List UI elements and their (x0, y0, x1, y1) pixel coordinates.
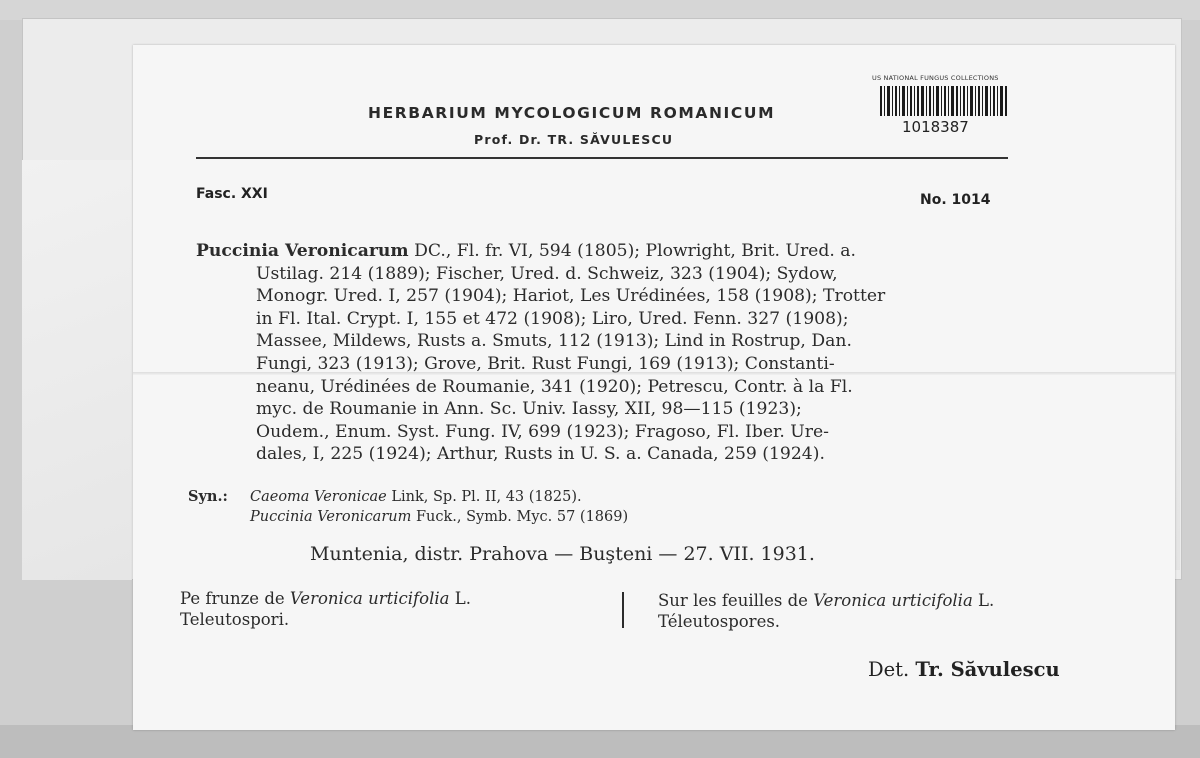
taxon-citation (196, 240, 1046, 466)
citation-line: neanu, Urédinées de Roumanie, 341 (1920); Petrescu, Contr. à la Fl. (256, 376, 853, 397)
citation-line: Oudem., Enum. Syst. Fung. IV, 699 (1923); Fragoso, Fl. Iber. Ure- (256, 421, 829, 442)
citation-line: myc. de Roumanie in Ann. Sc. Univ. Iassy, XII, 98—115 (1923); (256, 399, 802, 420)
determiner-name: Tr. Săvulescu (915, 658, 1060, 681)
fascicle-number: Fasc. XXI (196, 186, 268, 202)
synonym-reference: Fuck., Symb. Myc. 57 (1869) (411, 509, 629, 525)
citation-line: Monogr. Ured. I, 257 (1904); Hariot, Les Urédinées, 158 (1908); Trotter (256, 286, 886, 307)
synonym-row (188, 486, 628, 507)
header-rule (196, 157, 1008, 159)
collection-locality: Muntenia, distr. Prahova — Buşteni — 27. VII. 1931. (310, 543, 815, 565)
exsiccata-number: No. 1014 (920, 192, 991, 208)
citation-line: Massee, Mildews, Rusts a. Smuts, 112 (1913); Lind in Rostrup, Dan. (256, 331, 852, 352)
species-name: Puccinia Veronicarum (196, 241, 409, 261)
citation-line: dales, I, 225 (1924); Arthur, Rusts in U. S. a. Canada, 259 (1924). (256, 444, 825, 465)
host-species: Veronica urticifolia (813, 591, 973, 610)
herbarium-title: HERBARIUM MYCOLOGICUM ROMANICUM (368, 104, 776, 122)
barcode-number: 1018387 (902, 118, 969, 136)
spore-stage: Téleutospores. (658, 612, 781, 631)
barcode-icon (880, 86, 1008, 116)
envelope-flap-left (22, 160, 132, 580)
barcode-collection-caption: US NATIONAL FUNGUS COLLECTIONS (872, 74, 999, 82)
synonyms (188, 486, 628, 528)
synonym-reference: Link, Sp. Pl. II, 43 (1825). (386, 489, 582, 505)
host-species: Veronica urticifolia (289, 589, 450, 608)
citation-line: Ustilag. 214 (1889); Fischer, Ured. d. Schweiz, 323 (1904); Sydow, (256, 263, 838, 284)
synonym-name: Caeoma Veronicae (250, 489, 387, 505)
synonym-row (188, 507, 628, 528)
synonym-label: Syn.: (188, 488, 228, 505)
host-romanian: Pe frunze de Veronica urticifolia L. Teleutospori. (180, 589, 471, 629)
synonym-name: Puccinia Veronicarum (250, 509, 412, 525)
host-french: Sur les feuilles de Veronica urticifolia L. Téleutospores. (658, 591, 995, 631)
spore-stage: Teleutospori. (180, 610, 290, 629)
citation-line: in Fl. Ital. Crypt. I, 155 et 472 (1908); Liro, Ured. Fenn. 327 (1908); (256, 308, 849, 329)
determiner: Det. Tr. Săvulescu (868, 658, 1060, 681)
citation-line: Puccinia Veronicarum DC., Fl. fr. VI, 594 (1805); Plowright, Brit. Ured. a. (196, 241, 856, 261)
backdrop (0, 0, 1200, 20)
column-divider (622, 592, 624, 628)
herbarium-editor: Prof. Dr. TR. SĂVULESCU (474, 132, 674, 147)
citation-line: Fungi, 323 (1913); Grove, Brit. Rust Fungi, 169 (1913); Constanti- (256, 353, 835, 374)
